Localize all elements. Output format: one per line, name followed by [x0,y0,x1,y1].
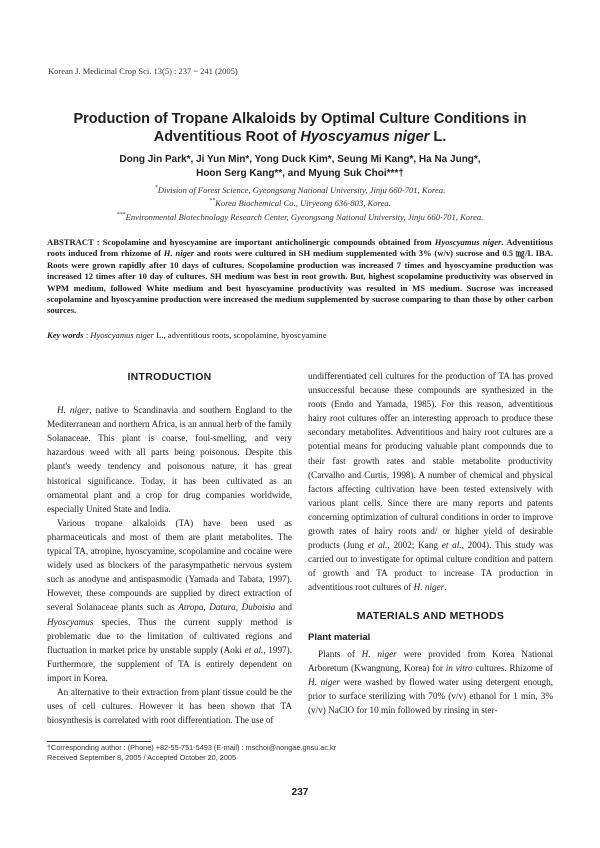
methods-paragraph-1: Plants of H. niger were provided from Korea National Arboretum (Kwangnung, Korea) for in vitro cultures. Rhizome of H. niger were washed by flowed water using detergent enough, prior to surface sterilizing with 70% (v/v) ethanol for 1 min, 3% (v/v) NaClO for 10 min followed by rinsing in ster- [308,648,553,716]
affiliation-3 [40,210,560,223]
intro-paragraph-3: An alternative to their extraction from plant tissue could be the uses of cell cultures. However it has been shown that TA biosynthesis is correlated with root differentiation. The use of [47,686,292,726]
footnote-rule [47,741,151,742]
left-column [47,370,292,727]
footnotes [47,743,336,763]
affiliation-2 [40,196,560,209]
received-dates: Received September 8, 2005 / Accepted October 20, 2005 [47,753,237,762]
title-species-name: Hyoscyamus niger [300,129,430,145]
affiliation-3-mark: *** [116,211,126,218]
paper-title [40,110,560,146]
affiliation-1-mark: * [154,185,158,191]
affiliation-2-text: Korea Biochemical Co., Uiryeong 636-803, Korea. [215,198,391,209]
right-column [308,369,553,717]
affiliation-3-text: Environmental Biotechnology Research Center, Gyeongsang National University, Jinju 660-701, Korea. [125,211,484,222]
plant-material-heading: Plant material [308,631,371,643]
authors-line-2: Hoon Serg Kang**, and Myung Suk Choi***† [196,167,404,179]
affiliation-1 [40,183,560,196]
authors-line-1: Dong Jin Park*, Ji Yun Min*, Yong Duck Kim*, Seung Mi Kang*, Ha Na Jung*, [119,154,481,165]
introduction-heading: INTRODUCTION [127,371,212,383]
keywords-text: : Hyoscyamus niger L., adventitious roots, scopolamine, hyoscyamine [85,330,327,340]
affiliation-2-mark: ** [209,198,216,205]
right-paragraph-1: undifferentiated cell cultures for the production of TA has proved unsuccessful because these compounds are synthesized in the roots (Endo and Yamada, 1985). For this reason, adventitious hairy root cultures offer an interesting approach to produce these secondary metabolites. Adventitious and hairy root cultures are a potential means for producing valuable plant compounds due to their fast growth rates and stable metabolite productivity (Carvalho and Curtis, 1998). A number of chemical and physical factors affecting cultivation have been tested extensively with various plant cells. Since there are many reports and patents concerning optimization of cultural conditions in order to improve growth rates of hairy roots and/ or higher yield of desirable products (Jung et al., 2002; Kang et al., 2004). This study was carried out to investigate for optimal culture condition and pattern of growth and TA product to increase TA production in adventitious root cultures of H. niger. [308,371,553,593]
intro-paragraph-2: Various tropane alkaloids (TA) have been used as pharmaceuticals and most of them are plant metabolites. The typical TA, atropine, hyoscyamine, scopolamine and cocaine were widely used as blockers of the parasympathetic nervous system such as anodyne and antispasmodic (Yamada and Tabata, 1997). However, these compounds are supplied by direct extraction of several Solanaceae plants such as Atropa, Datura, Duboisia and Hyoscyamus species. Thus the current supply method is problematic due to the limitation of cultivated regions and fluctuation in market price by unstable supply (Aoki et al., 1997). Furthermore, the supplement of TA is entirely dependent on import in Korea. [47,517,293,683]
abstract [47,237,553,317]
abstract-text: Scopolamine and hyoscyamine are important anticholinergic compounds obtained from Hyoscyamus niger. Adventitious roots induced from rhizome of H. niger and roots were cultured in SH medium supplemented with 3% (w/v) sucrose and 0.5 ㎎/L IBA. Roots were grown rapidly after 10 days of cultures. Scopolamine production was increased 7 times and hyoscyamine production was increased 12 times after 10 day of cultures. SH medium was best in root growth. But, highest scopolamine productivity was observed in WPM medium, followed White medium and best hyoscyamine productivity was resulted in MS medium. Sucrose was increased scopolamine and hyoscyamine production were increased the medium supplemented by sucrose comparing to than those by other carbon sources. [47,237,554,316]
title-line-2 [40,128,560,146]
keywords [47,330,553,341]
title-line-1: Production of Tropane Alkaloids by Optimal Culture Conditions in [73,111,527,127]
journal-citation: Korean J. Medicinal Crop Sci. 13(5) : 237 ~ 241 (2005) [48,66,238,76]
abstract-label: ABSTRACT : [47,237,100,247]
methods-heading: MATERIALS AND METHODS [356,609,505,622]
keywords-label: Key words [47,330,84,340]
page-number: 237 [291,787,309,798]
title-line-2-suffix: L. [429,129,447,145]
affiliations [40,183,560,223]
affiliation-1-text: Division of Forest Science, Gyeongsang National University, Jinju 660-701, Korea. [157,184,446,195]
corresponding-author: †Corresponding author : (Phone) +82-55-751-5493 (E-mail) : mschoi@nongae.gnsu.ac.kr [47,743,337,752]
author-list [40,153,560,180]
title-line-2-prefix: Adventitious Root of [153,129,301,145]
intro-paragraph-1: H. niger, native to Scandinavia and southern England to the Mediterranean and northern Africa, is an annual herb of the family Solanaceae. This plant is coarse, foul-smelling, and very hazardous weed with all parts being poisonous. Despite this plant's weedy tendency and poisonous nature, it has great historical significance. Today, it has been cultivated as an ornamental plant and a crop for drug companies worldwide, especially United State and India. [47,405,293,514]
